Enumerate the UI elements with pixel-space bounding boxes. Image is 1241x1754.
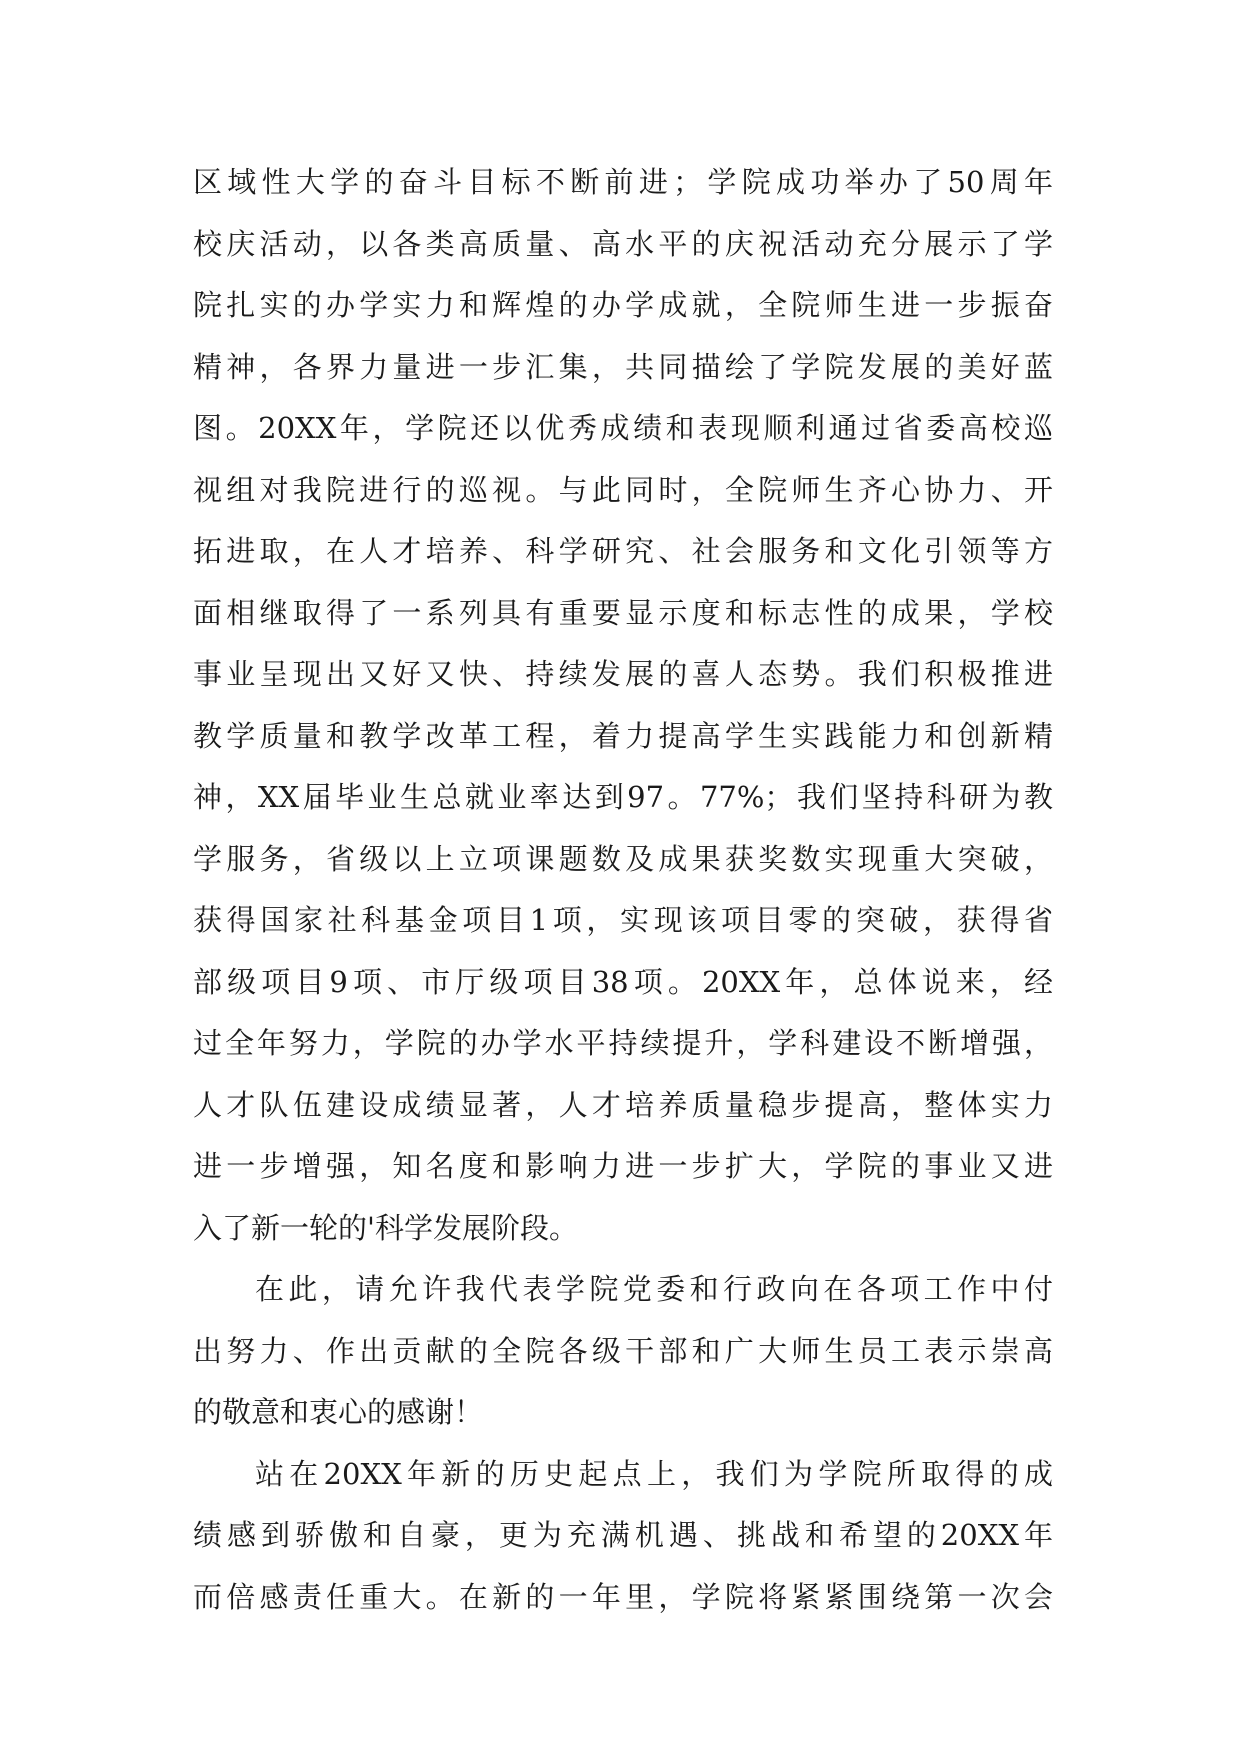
text-line: 人才队伍建设成绩显著，人才培养质量稳步提高，整体实力 [193, 1087, 1053, 1122]
text-line: 院扎实的办学实力和辉煌的办学成就，全院师生进一步振奋 [193, 288, 1053, 322]
text-line: 视组对我院进行的巡视。与此同时，全院师生齐心协力、开 [193, 472, 1053, 507]
text-line: 站在20XX年新的历史起点上，我们为学院所取得的成 [255, 1456, 1053, 1491]
text-line: 进一步增强，知名度和影响力进一步扩大，学院的事业又进 [193, 1149, 1053, 1183]
text-line: 区域性大学的奋斗目标不断前进；学院成功举办了50周年 [193, 165, 1053, 199]
text-line: 事业呈现出又好又快、持续发展的喜人态势。我们积极推进 [193, 657, 1053, 691]
text-line: 出努力、作出贡献的全院各级干部和广大师生员工表示崇高 [193, 1333, 1053, 1368]
text-line: 获得国家社科基金项目1项，实现该项目零的突破，获得省 [193, 903, 1053, 937]
text-line: 神，XX届毕业生总就业率达到97。77%；我们坚持科研为教 [193, 780, 1053, 814]
text-line: 面相继取得了一系列具有重要显示度和标志性的成果，学校 [193, 595, 1053, 630]
text-line: 教学质量和教学改革工程，着力提高学生实践能力和创新精 [193, 718, 1053, 753]
text-line: 拓进取，在人才培养、科学研究、社会服务和文化引领等方 [193, 534, 1053, 568]
text-line: 而倍感责任重大。在新的一年里，学院将紧紧围绕第一次会 [193, 1579, 1053, 1614]
document-body [193, 152, 1053, 1628]
text-line: 绩感到骄傲和自豪，更为充满机遇、挑战和希望的20XX年 [193, 1518, 1053, 1552]
text-line: 在此，请允许我代表学院党委和行政向在各项工作中付 [255, 1272, 1053, 1306]
text-line: 图。20XX年，学院还以优秀成绩和表现顺利通过省委高校巡 [193, 411, 1053, 445]
text-line: 学服务，省级以上立项课题数及成果获奖数实现重大突破， [193, 841, 1053, 876]
text-line: 过全年努力，学院的办学水平持续提升，学科建设不断增强， [193, 1026, 1053, 1060]
text-line: 入了新一轮的'科学发展阶段。 [193, 1210, 578, 1245]
text-line: 校庆活动，以各类高质量、高水平的庆祝活动充分展示了学 [193, 226, 1053, 261]
text-line: 部级项目9项、市厅级项目38项。20XX年，总体说来，经 [193, 964, 1053, 999]
text-line: 精神，各界力量进一步汇集，共同描绘了学院发展的美好蓝 [193, 349, 1053, 384]
text-line: 的敬意和衷心的感谢！ [193, 1395, 484, 1429]
